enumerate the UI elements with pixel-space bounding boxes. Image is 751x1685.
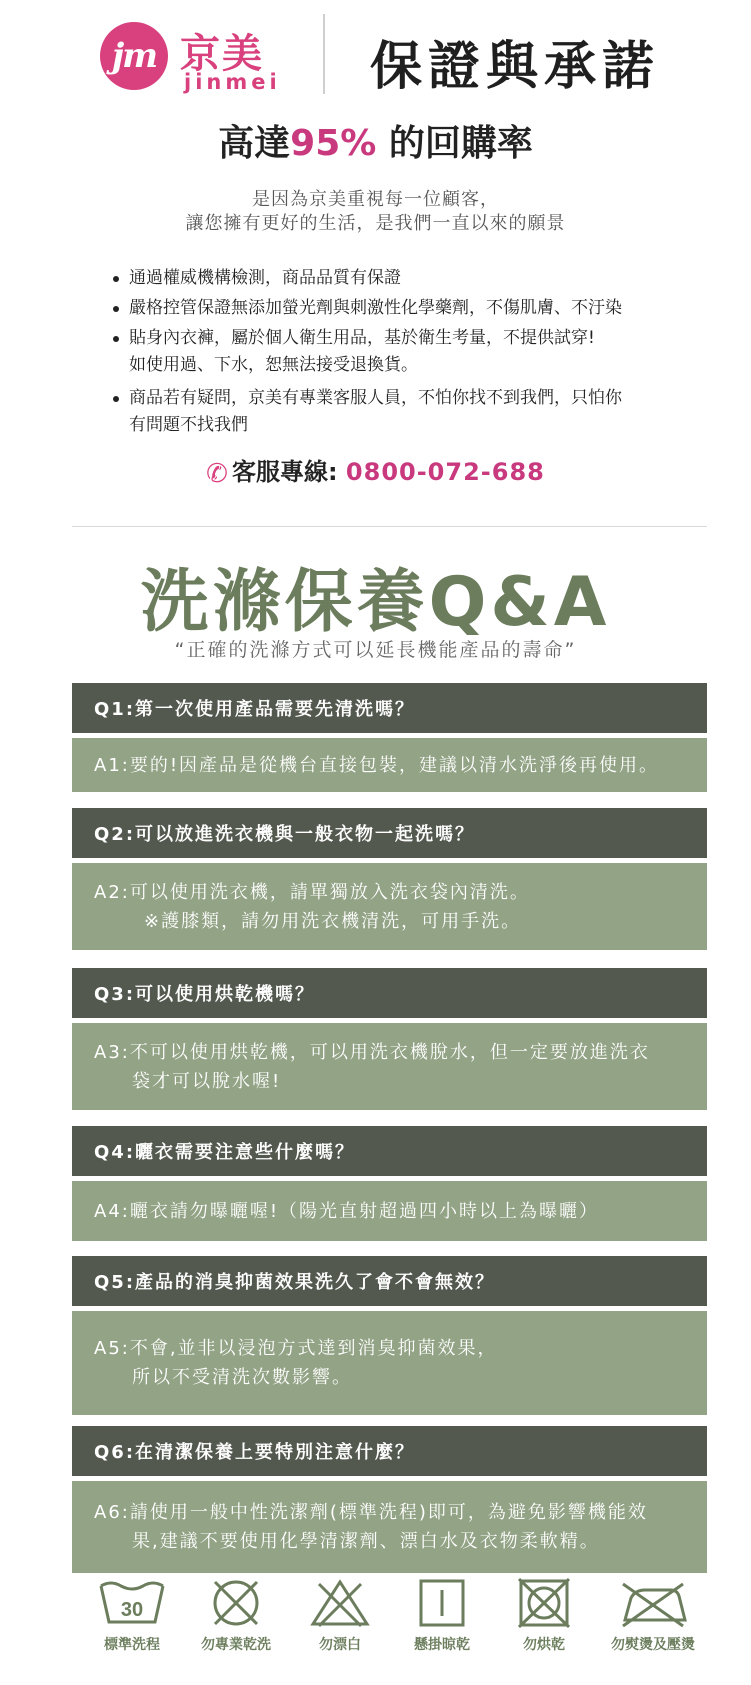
care-label: 勿熨燙及壓燙 (611, 1637, 695, 1653)
qa-answer-line: 袋才可以脫水喔! (132, 1070, 282, 1092)
qa-answer (72, 1311, 707, 1415)
section-divider (72, 526, 707, 527)
care-item (392, 1578, 492, 1654)
promise-item-line: 貼身內衣褲，屬於個人衛生用品，基於衛生考量，不提供試穿! (129, 328, 595, 348)
no-iron-icon (615, 1578, 691, 1628)
qa-answer-line: ※護膝類，請勿用洗衣機清洗，可用手洗。 (144, 910, 522, 932)
qa-answer-line: 果,建議不要使用化學清潔劑、漂白水及衣物柔軟精。 (132, 1531, 600, 1552)
qa-answer (72, 1481, 707, 1573)
qa-question: Q3:可以使用烘乾機嗎？ (72, 968, 707, 1018)
repurchase-percent: 95% (290, 123, 377, 164)
no-tumble-dry-icon (509, 1578, 579, 1628)
qa-question: Q1:第一次使用產品需要先清洗嗎？ (72, 683, 707, 733)
care-label: 勿烘乾 (523, 1637, 565, 1653)
wash-30-icon (97, 1578, 167, 1628)
qa-answer (72, 1181, 707, 1241)
promise-item-line: 如使用過、下水，恕無法接受退換貨。 (129, 355, 418, 375)
promise-item-line: 通過權威機構檢測，商品品質有保證 (129, 268, 401, 288)
qa-question: Q4:曬衣需要注意些什麼嗎？ (72, 1126, 707, 1176)
intro-line-2: 讓您擁有更好的生活，是我們一直以來的願景 (185, 213, 566, 234)
no-bleach-icon (305, 1578, 375, 1628)
qa-answer-line: A6:請使用一般中性洗潔劑(標準洗程)即可，為避免影響機能效 (94, 1502, 648, 1523)
qa-answer-line: A1:要的!因產品是從機台直接包裝，建議以清水洗淨後再使用。 (94, 754, 660, 776)
qa-title: 洗滌保養Q&A (140, 563, 611, 642)
promise-item (113, 385, 683, 439)
no-dry-clean-icon (201, 1578, 271, 1628)
care-item (82, 1578, 182, 1654)
header-divider (323, 14, 325, 94)
care-label: 勿專業乾洗 (201, 1637, 271, 1653)
promise-item-line: 商品若有疑問，京美有專業客服人員，不怕你找不到我們，只怕你 (129, 388, 622, 408)
qa-answer (72, 738, 707, 792)
care-item (186, 1578, 286, 1654)
wash-temperature: 30 (120, 1599, 144, 1621)
qa-answer-line: A2:可以使用洗衣機，請單獨放入洗衣袋內清洗。 (94, 881, 530, 903)
qa-answer-line: 所以不受清洗次數影響。 (132, 1367, 352, 1388)
qa-subtitle: “正確的洗滌方式可以延長機能產品的壽命” (174, 639, 577, 661)
hang-dry-icon (407, 1578, 477, 1628)
qa-answer-line: A5:不會,並非以浸泡方式達到消臭抑菌效果， (94, 1338, 498, 1359)
intro-line-1: 是因為京美重視每一位顧客， (252, 189, 499, 210)
brand-name-en: jinmei (184, 70, 281, 94)
intro-text (0, 188, 751, 236)
page-title: 保證與承諾 (370, 37, 661, 97)
brand-name-cn: 京美 (180, 31, 264, 77)
care-label: 懸掛晾乾 (414, 1637, 470, 1653)
qa-answer (72, 1023, 707, 1110)
qa-question: Q6:在清潔保養上要特別注意什麼？ (72, 1426, 707, 1476)
repurchase-suffix: 的回購率 (376, 123, 533, 164)
brand-logo-mark: jm (100, 22, 168, 90)
hotline-label: 客服專線: (231, 458, 338, 486)
repurchase-heading (0, 115, 751, 166)
customer-service-hotline[interactable] (0, 452, 751, 489)
promise-item (113, 265, 683, 292)
qa-answer-line: A4:曬衣請勿曝曬喔!（陽光直射超過四小時以上為曝曬） (94, 1200, 600, 1222)
promise-list (113, 265, 683, 442)
care-item (290, 1578, 390, 1654)
care-label: 勿漂白 (319, 1637, 361, 1653)
qa-question: Q2:可以放進洗衣機與一般衣物一起洗嗎？ (72, 808, 707, 858)
repurchase-prefix: 高達 (218, 123, 291, 164)
phone-icon: ✆ (206, 459, 228, 489)
promise-item (113, 295, 683, 322)
hotline-number[interactable]: 0800-072-688 (345, 458, 545, 486)
promise-item (113, 325, 683, 379)
care-item (494, 1578, 594, 1654)
qa-answer (72, 863, 707, 950)
header (0, 0, 751, 110)
qa-answer-line: A3:不可以使用烘乾機，可以用洗衣機脫水，但一定要放進洗衣 (94, 1041, 650, 1063)
care-item (598, 1578, 708, 1654)
promise-item-line: 有問題不找我們 (129, 415, 248, 435)
care-label: 標準洗程 (104, 1637, 160, 1653)
qa-question: Q5:產品的消臭抑菌效果洗久了會不會無效？ (72, 1256, 707, 1306)
promise-item-line: 嚴格控管保證無添加螢光劑與刺激性化學藥劑，不傷肌膚、不汙染 (129, 298, 622, 318)
care-instructions (0, 1578, 751, 1678)
